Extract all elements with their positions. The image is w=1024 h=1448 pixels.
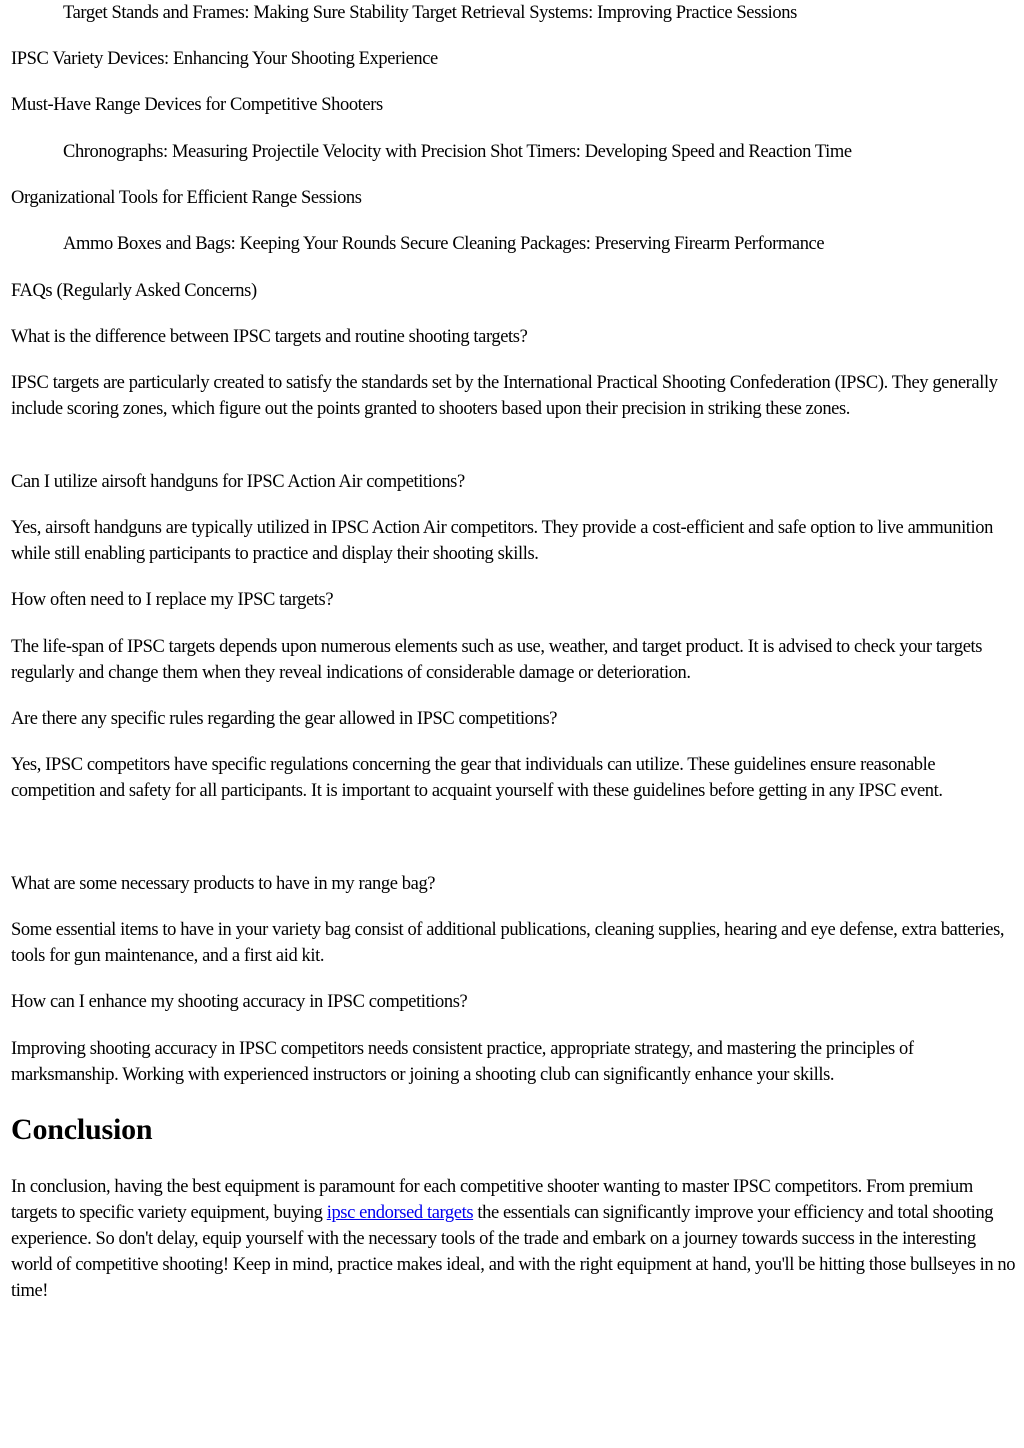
faq-answer: Improving shooting accuracy in IPSC competitors needs consistent practice, appropriate strategy, and mastering the principles of marksmanship. Working with experienced instructors or joining a shooting club can significantly enhance your skills.: [11, 1039, 914, 1085]
ipsc-endorsed-targets-link[interactable]: ipsc endorsed targets: [326, 1203, 474, 1223]
toc-item-range-devices: Must-Have Range Devices for Competitive Shooters: [11, 95, 383, 115]
faq-question: How can I enhance my shooting accuracy in IPSC competitions?: [11, 992, 468, 1012]
toc-item-chronographs: Chronographs: Measuring Projectile Velocity with Precision Shot Timers: Developing Speed and Reaction Time: [63, 142, 852, 162]
conclusion-paragraph: [11, 1174, 1017, 1304]
toc-item-variety-devices: IPSC Variety Devices: Enhancing Your Shooting Experience: [11, 49, 438, 69]
faq-answer: The life-span of IPSC targets depends upon numerous elements such as use, weather, and target product. It is advised to check your targets regularly and change them when they reveal indications of considerable damage or deterioration.: [11, 637, 983, 683]
faq-question: Can I utilize airsoft handguns for IPSC Action Air competitions?: [11, 472, 465, 492]
faq-answer: IPSC targets are particularly created to satisfy the standards set by the International Practical Shooting Confederation (IPSC). They generally include scoring zones, which figure out the points granted to shooters based upon their precision in striking these zones.: [11, 373, 998, 419]
faq-question: How often need to I replace my IPSC targets?: [11, 590, 334, 610]
faq-answer: Yes, airsoft handguns are typically utilized in IPSC Action Air competitors. They provide a cost-efficient and safe option to live ammunition while still enabling participants to practice and display their shooting skills.: [11, 518, 993, 564]
toc-item-organizational-tools: Organizational Tools for Efficient Range Sessions: [11, 188, 362, 208]
toc-item-target-stands: Target Stands and Frames: Making Sure Stability Target Retrieval Systems: Improving Practice Sessions: [63, 3, 797, 23]
toc-item-faqs: FAQs (Regularly Asked Concerns): [11, 281, 257, 301]
faq-answer: Some essential items to have in your variety bag consist of additional publications, cleaning supplies, hearing and eye defense, extra batteries, tools for gun maintenance, and a first aid kit.: [11, 920, 1005, 966]
faq-question: What is the difference between IPSC targets and routine shooting targets?: [11, 327, 528, 347]
faq-question: What are some necessary products to have in my range bag?: [11, 874, 436, 894]
conclusion-text-after: the essentials can significantly improve your efficiency and total shooting experience. So don't delay, equip yourself with the necessary tools of the trade and embark on a journey towards success in the interesting world of competitive shooting! Keep in mind, practice makes ideal, and with the right equipment at hand, you'll be hitting those bullseyes in no time!: [11, 1203, 1016, 1301]
faq-answer: Yes, IPSC competitors have specific regulations concerning the gear that individuals can utilize. These guidelines ensure reasonable competition and safety for all participants. It is important to acquaint yourself with these guidelines before getting in any IPSC event.: [11, 755, 943, 801]
faq-question: Are there any specific rules regarding the gear allowed in IPSC competitions?: [11, 709, 558, 729]
conclusion-heading: Conclusion: [11, 1113, 153, 1146]
conclusion-text-before: In conclusion, having the best equipment is paramount for each competitive shooter wanting to master IPSC competitors. From premium targets to specific variety equipment, buying: [11, 1177, 973, 1223]
toc-item-ammo-boxes: Ammo Boxes and Bags: Keeping Your Rounds Secure Cleaning Packages: Preserving Firearm Performance: [63, 234, 825, 254]
